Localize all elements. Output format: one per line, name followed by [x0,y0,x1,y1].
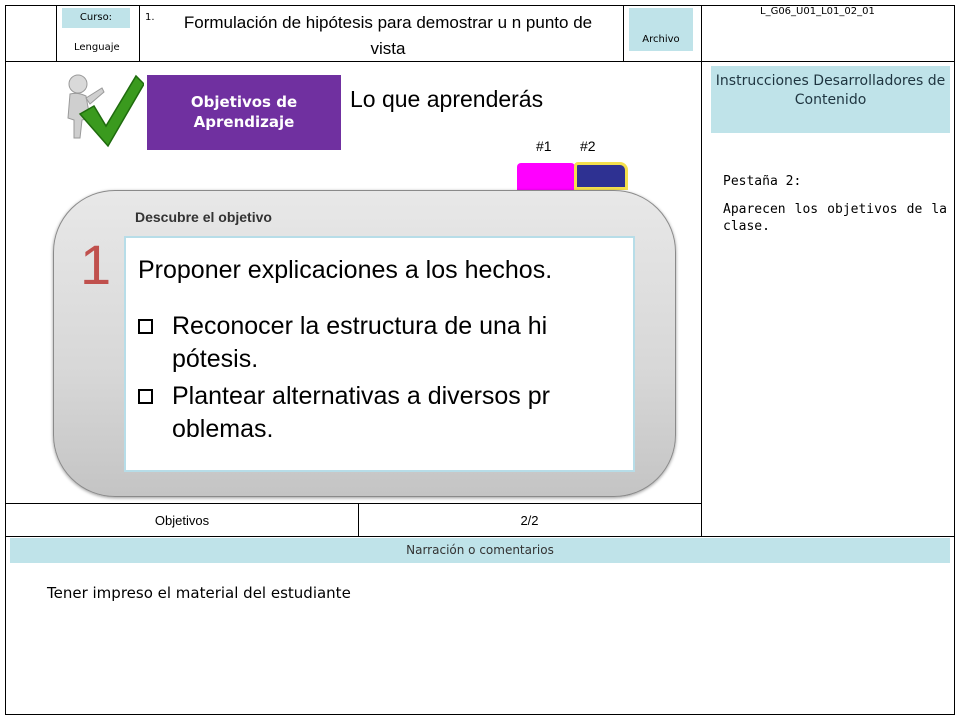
objective-number: 1 [80,233,112,296]
footer-top-divider [5,503,701,504]
file-label-box [629,8,693,51]
checkbox-bullet-icon [138,389,153,404]
developer-instructions-title: Instrucciones Desarrolladores de Contenido [711,66,950,133]
content-right-divider [701,5,702,537]
border-left [5,5,6,715]
checkmark-figure-icon [62,72,144,152]
checkbox-bullet-icon [138,319,153,334]
bullet-text [172,380,628,446]
bullet-line: oblemas. [172,415,274,443]
badge-line-1: Objetivos de [190,93,298,111]
course-label: Curso: [62,8,130,28]
learning-objectives-badge [147,75,341,150]
tab-2-button[interactable] [574,162,628,190]
narration-label: Narración o comentarios [10,538,950,563]
header-col-1 [56,5,57,61]
narration-text: Tener impreso el material del estudiante [47,584,351,602]
tab-description: Aparecen los objetivos de la clase. [723,202,947,234]
section-name: Objetivos [154,513,210,528]
bullet-line: Plantear alternativas a diversos pr [172,382,550,410]
tab-label: Pestaña 2: [723,174,802,189]
tab-1-button[interactable] [517,163,575,191]
header-col-2 [139,5,140,61]
lesson-title: Formulación de hipótesis para demostrar u n punto de vista [183,13,593,58]
header-col-3 [623,5,624,61]
main-objective: Proponer explicaciones a los hechos. [138,256,553,284]
panel-subtitle: Descubre el objetivo [135,209,272,225]
file-code: L_G06_U01_L01_02_01 [760,6,875,17]
learn-heading: Lo que aprenderás [350,86,544,112]
tab-2-label: #2 [580,138,596,154]
bullet-line: pótesis. [172,345,259,373]
tab-1-label: #1 [536,138,552,154]
narration-divider [5,536,955,537]
border-bottom [5,714,955,715]
badge-line-2: Aprendizaje [193,113,295,131]
bullet-line: Reconocer la estructura de una hi [172,312,548,340]
file-label: Archivo [642,34,680,45]
lesson-index: 1. [145,12,155,23]
border-right [954,5,955,715]
page-indicator: 2/2 [520,513,539,528]
course-value: Lenguaje [74,42,120,53]
bullet-text [172,310,628,376]
